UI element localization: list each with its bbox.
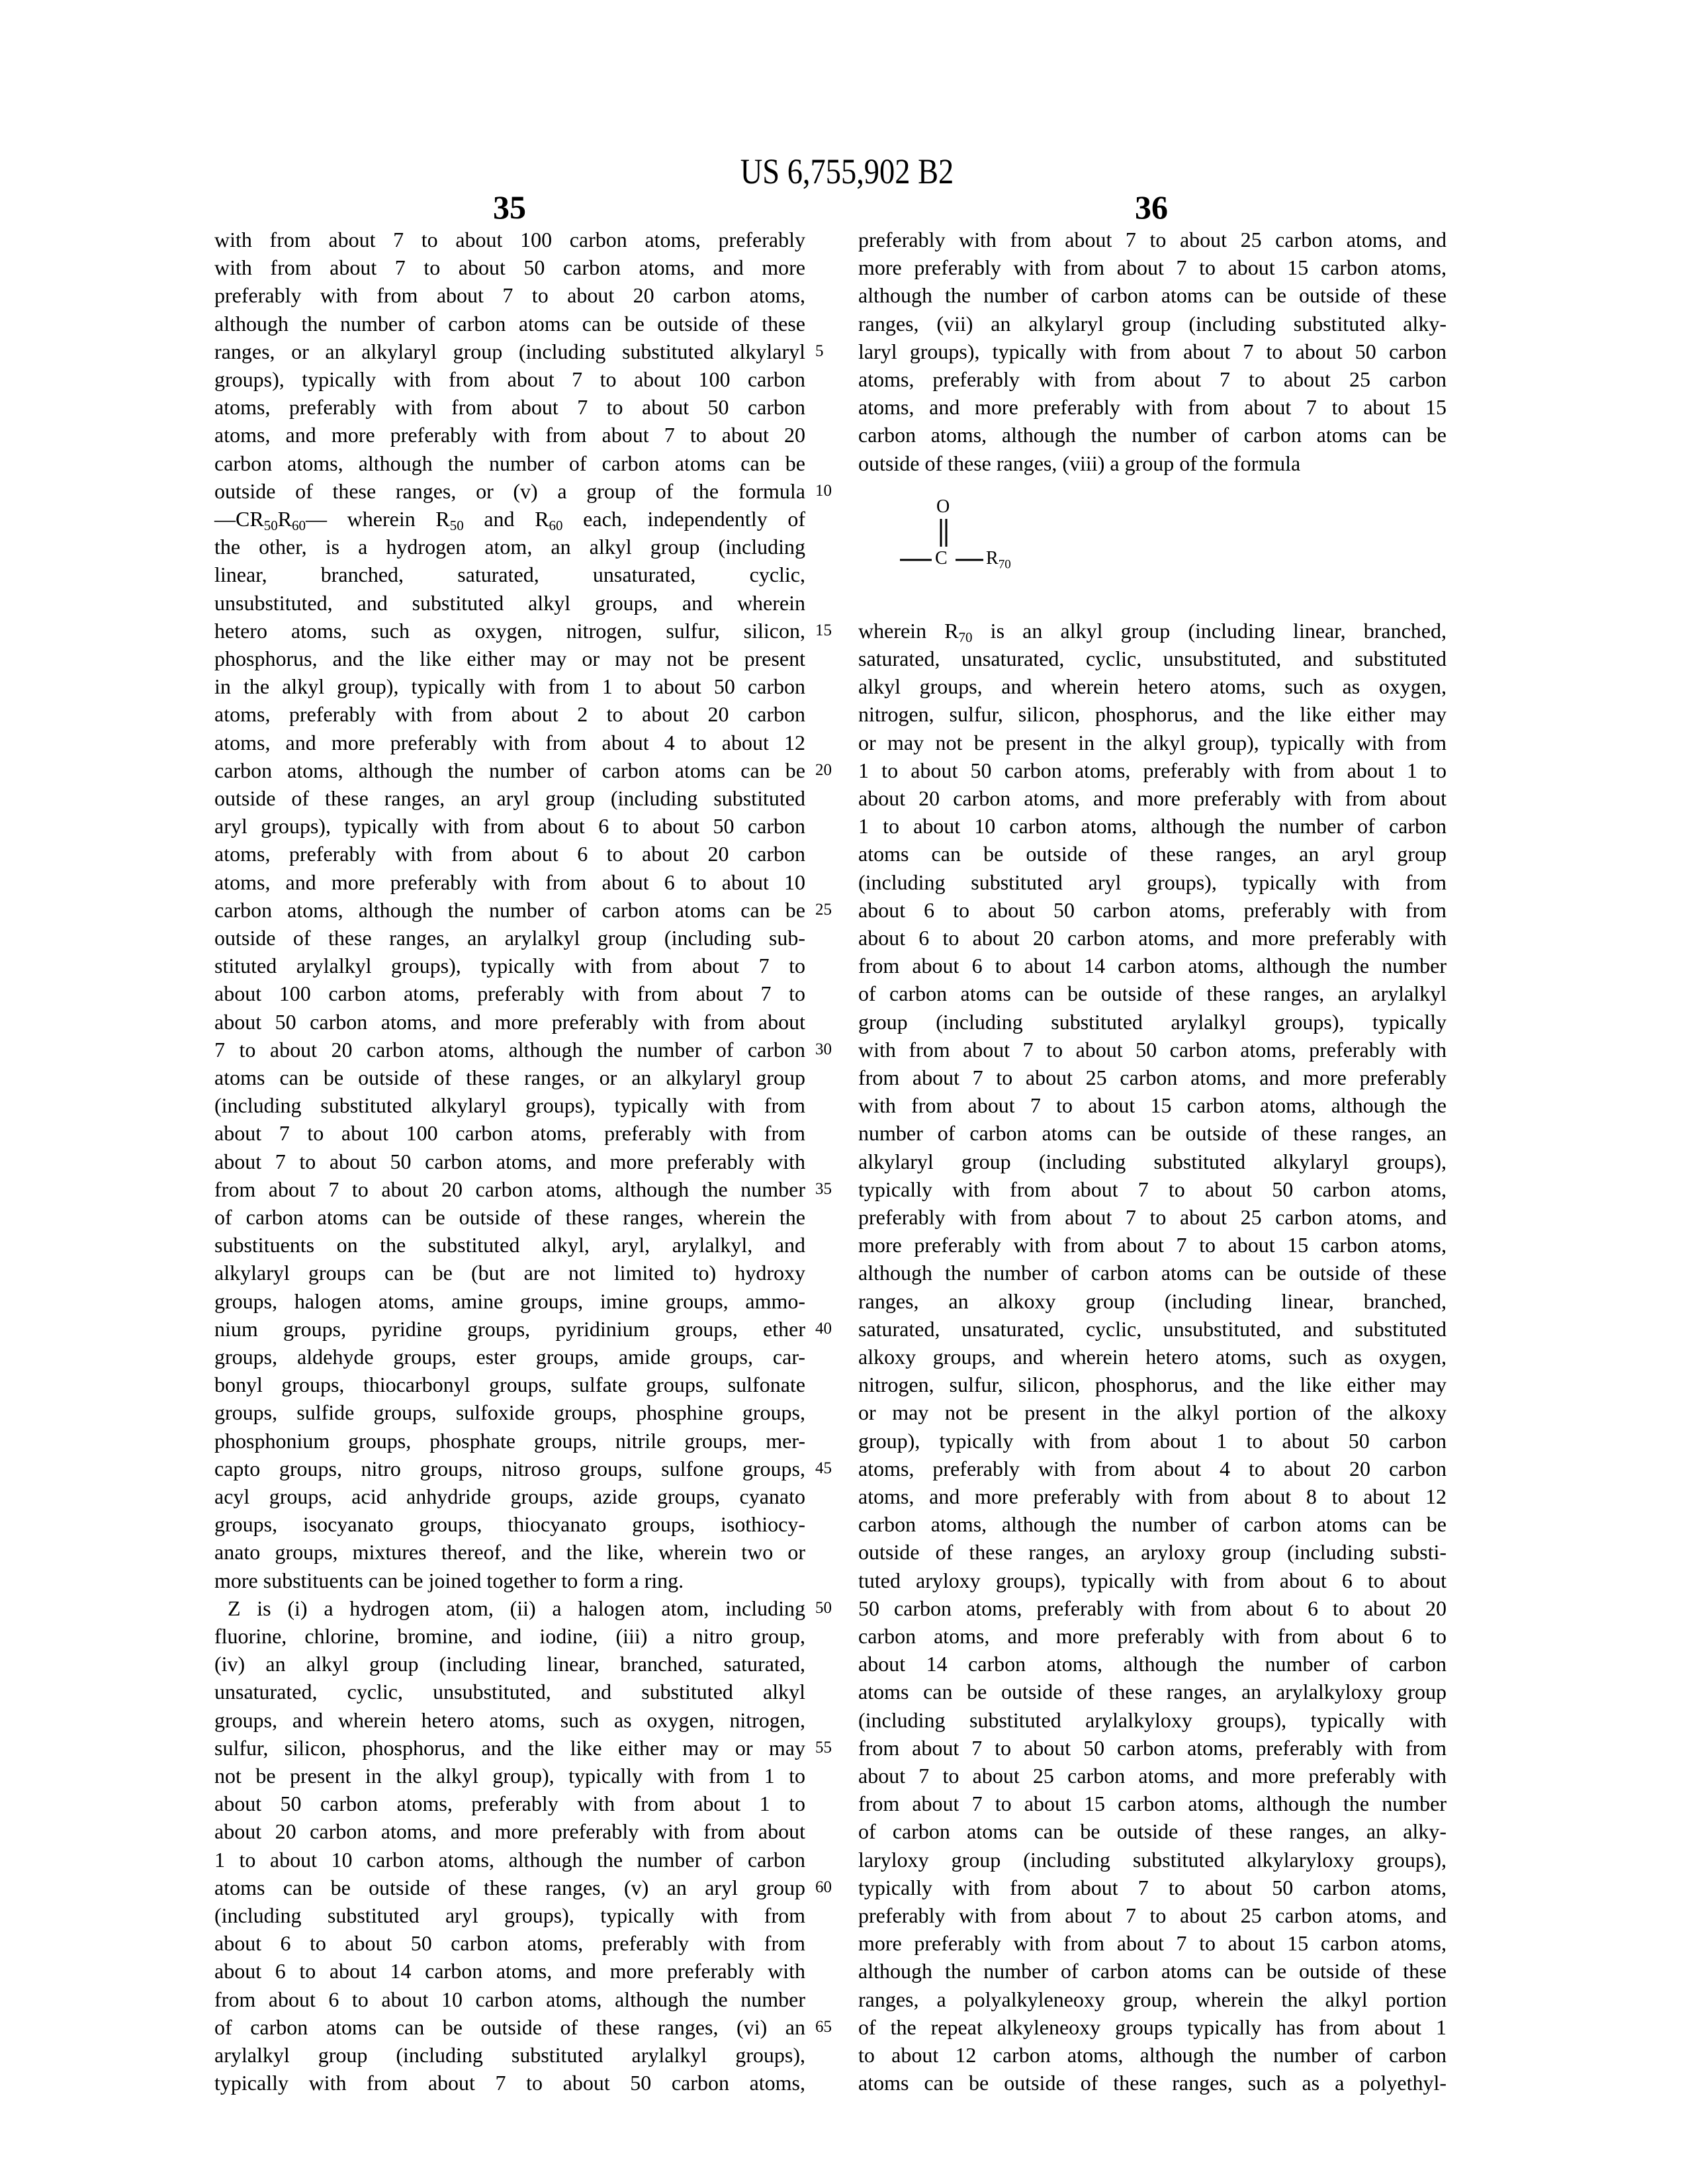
text-line: or may not be present in the alkyl group), typically with from xyxy=(858,729,1447,756)
text-line: (including substituted aryl groups), typically with from xyxy=(858,868,1447,896)
text-line: although the number of carbon atoms can be outside of these xyxy=(858,1259,1447,1287)
text-line: phosphonium groups, phosphate groups, nitrile groups, mer- xyxy=(214,1427,805,1455)
text-line: more preferably with from about 7 to about 15 carbon atoms, xyxy=(858,253,1447,281)
text-line: with from about 7 to about 15 carbon atoms, although the xyxy=(858,1091,1447,1119)
text-line: tuted aryloxy groups), typically with from about 6 to about xyxy=(858,1567,1447,1594)
text-line: ranges, an alkoxy group (including linear, branched, xyxy=(858,1287,1447,1315)
text-line: from about 7 to about 25 carbon atoms, and more preferably xyxy=(858,1064,1447,1091)
text-line: preferably with from about 7 to about 25 carbon atoms, and xyxy=(858,1901,1447,1929)
text-line: groups, aldehyde groups, ester groups, amide groups, car- xyxy=(214,1343,805,1371)
text-line: 7 to about 20 carbon atoms, although the number of carbon xyxy=(214,1036,805,1064)
text-line: with from about 7 to about 50 carbon atoms, preferably with xyxy=(858,1036,1447,1064)
text-line: about 100 carbon atoms, preferably with from about 7 to xyxy=(214,979,805,1007)
text-line: about 7 to about 25 carbon atoms, and more preferably with xyxy=(858,1762,1447,1790)
text-line: ranges, or an alkylaryl group (including substituted alkylaryl xyxy=(214,338,805,365)
text-line: more preferably with from about 7 to about 15 carbon atoms, xyxy=(858,1929,1447,1957)
text-line: fluorine, chlorine, bromine, and iodine, (iii) a nitro group, xyxy=(214,1622,805,1650)
text-line: from about 7 to about 15 carbon atoms, although the number xyxy=(858,1790,1447,1817)
text-line: of carbon atoms can be outside of these ranges, wherein the xyxy=(214,1203,805,1231)
line-number: 5 xyxy=(815,338,848,365)
text-line: substituents on the substituted alkyl, aryl, arylalkyl, and xyxy=(214,1231,805,1259)
text-line: about 7 to about 100 carbon atoms, preferably with from xyxy=(214,1119,805,1147)
text-line: of carbon atoms can be outside of these ranges, an arylalkyl xyxy=(858,979,1447,1007)
formula-r-group xyxy=(986,548,1011,572)
text-line: (iv) an alkyl group (including linear, branched, saturated, xyxy=(214,1650,805,1678)
text-line: carbon atoms, although the number of carbon atoms can be xyxy=(214,896,805,924)
text-line: atoms, and more preferably with from about 8 to about 12 xyxy=(858,1482,1447,1510)
text-line: of carbon atoms can be outside of these ranges, an alky- xyxy=(858,1817,1447,1845)
text-line: 1 to about 10 carbon atoms, although the number of carbon xyxy=(214,1846,805,1874)
text-line: from about 6 to about 14 carbon atoms, although the number xyxy=(858,952,1447,979)
text-line: ranges, (vii) an alkylaryl group (including substituted alky- xyxy=(858,310,1447,338)
text-line: outside of these ranges, an aryl group (including substituted xyxy=(214,784,805,812)
text-line: bonyl groups, thiocarbonyl groups, sulfate groups, sulfonate xyxy=(214,1371,805,1398)
text-line: preferably with from about 7 to about 20 carbon atoms, xyxy=(214,281,805,309)
text-line: carbon atoms, although the number of carbon atoms can be xyxy=(214,449,805,477)
line-number: 30 xyxy=(815,1036,848,1064)
text-line: group (including substituted arylalkyl groups), typically xyxy=(858,1008,1447,1036)
text-line: stituted arylalkyl groups), typically with from about 7 to xyxy=(214,952,805,979)
text-line: groups, sulfide groups, sulfoxide groups, phosphine groups, xyxy=(214,1398,805,1426)
text-line: not be present in the alkyl group), typically with from 1 to xyxy=(214,1762,805,1790)
text-line: typically with from about 7 to about 50 carbon atoms, xyxy=(858,1175,1447,1203)
text-line: with from about 7 to about 50 carbon atoms, and more xyxy=(214,253,805,281)
text-line: carbon atoms, although the number of carbon atoms can be xyxy=(858,421,1447,449)
text-line: of carbon atoms can be outside of these ranges, (vi) an xyxy=(214,2013,805,2041)
carbonyl-formula xyxy=(900,496,1072,576)
text-line: atoms, preferably with from about 4 to about 20 carbon xyxy=(858,1455,1447,1482)
line-number: 50 xyxy=(815,1594,848,1622)
text-line: groups, halogen atoms, amine groups, imine groups, ammo- xyxy=(214,1287,805,1315)
text-line: carbon atoms, and more preferably with from about 6 to xyxy=(858,1622,1447,1650)
text-line: atoms can be outside of these ranges, an aryl group xyxy=(858,840,1447,868)
text-line: about 20 carbon atoms, and more preferably with from about xyxy=(858,784,1447,812)
text-line: about 50 carbon atoms, and more preferably with from about xyxy=(214,1008,805,1036)
text-line: with from about 7 to about 100 carbon atoms, preferably xyxy=(214,226,805,253)
text-line: laryl groups), typically with from about 7 to about 50 carbon xyxy=(858,338,1447,365)
text-line: saturated, unsaturated, cyclic, unsubstituted, and substituted xyxy=(858,645,1447,672)
text-line: from about 7 to about 50 carbon atoms, preferably with from xyxy=(858,1734,1447,1762)
text-line: laryloxy group (including substituted alkylaryloxy groups), xyxy=(858,1846,1447,1874)
text-line: (including substituted alkylaryl groups), typically with from xyxy=(214,1091,805,1119)
text-line: the other, is a hydrogen atom, an alkyl group (including xyxy=(214,533,805,561)
text-line: groups, isocyanato groups, thiocyanato groups, isothiocy- xyxy=(214,1510,805,1538)
text-line: although the number of carbon atoms can be outside of these xyxy=(214,310,805,338)
right-column-number: 36 xyxy=(1085,188,1218,226)
text-line: outside of these ranges, an arylalkyl group (including sub- xyxy=(214,924,805,952)
text-line: atoms, preferably with from about 7 to about 50 carbon xyxy=(214,393,805,421)
text-line: (including substituted aryl groups), typically with from xyxy=(214,1901,805,1929)
text-line: —CR50R60— wherein R50 and R60 each, independently of xyxy=(214,505,805,533)
text-line: (including substituted arylalkyloxy groups), typically with xyxy=(858,1706,1447,1734)
text-line: capto groups, nitro groups, nitroso groups, sulfone groups, xyxy=(214,1455,805,1482)
text-line: phosphorus, and the like either may or may not be present xyxy=(214,645,805,672)
text-line: about 7 to about 50 carbon atoms, and more preferably with xyxy=(214,1148,805,1175)
line-number: 65 xyxy=(815,2013,848,2041)
line-number: 45 xyxy=(815,1455,848,1482)
text-line: ranges, a polyalkyleneoxy group, wherein the alkyl portion xyxy=(858,1985,1447,2013)
text-line: outside of these ranges, (viii) a group of the formula xyxy=(858,449,1447,477)
text-line: arylalkyl group (including substituted arylalkyl groups), xyxy=(214,2041,805,2069)
text-line: more preferably with from about 7 to about 15 carbon atoms, xyxy=(858,1231,1447,1259)
text-line: groups), typically with from about 7 to about 100 carbon xyxy=(214,365,805,393)
line-number: 10 xyxy=(815,477,848,505)
text-line: alkoxy groups, and wherein hetero atoms, such as oxygen, xyxy=(858,1343,1447,1371)
text-line: atoms can be outside of these ranges, an arylalkyloxy group xyxy=(858,1678,1447,1706)
text-line: outside of these ranges, or (v) a group of the formula xyxy=(214,477,805,505)
line-number: 25 xyxy=(815,896,848,924)
text-line: anato groups, mixtures thereof, and the like, wherein two or xyxy=(214,1538,805,1566)
text-line: of the repeat alkyleneoxy groups typically has from about 1 xyxy=(858,2013,1447,2041)
text-line: alkyl groups, and wherein hetero atoms, such as oxygen, xyxy=(858,672,1447,700)
text-line: group), typically with from about 1 to about 50 carbon xyxy=(858,1427,1447,1455)
text-line: 1 to about 10 carbon atoms, although the number of carbon xyxy=(858,812,1447,840)
text-line: carbon atoms, although the number of carbon atoms can be xyxy=(214,756,805,784)
formula-carbon: C xyxy=(935,548,948,569)
text-line: about 14 carbon atoms, although the number of carbon xyxy=(858,1650,1447,1678)
text-line: about 20 carbon atoms, and more preferably with from about xyxy=(214,1817,805,1845)
text-line: preferably with from about 7 to about 25 carbon atoms, and xyxy=(858,1203,1447,1231)
text-line: linear, branched, saturated, unsaturated, cyclic, xyxy=(214,561,805,588)
text-line: unsaturated, cyclic, unsubstituted, and substituted alkyl xyxy=(214,1678,805,1706)
formula-r: R xyxy=(986,548,999,569)
text-line: groups, and wherein hetero atoms, such as oxygen, nitrogen, xyxy=(214,1706,805,1734)
text-line: saturated, unsaturated, cyclic, unsubstituted, and substituted xyxy=(858,1315,1447,1343)
text-line: more substituents can be joined together to form a ring. xyxy=(214,1567,805,1594)
text-line: atoms, preferably with from about 2 to about 20 carbon xyxy=(214,700,805,728)
text-line: typically with from about 7 to about 50 carbon atoms, xyxy=(858,1874,1447,1901)
text-line: atoms, and more preferably with from about 7 to about 15 xyxy=(858,393,1447,421)
text-line: aryl groups), typically with from about 6 to about 50 carbon xyxy=(214,812,805,840)
text-line: carbon atoms, although the number of carbon atoms can be xyxy=(858,1510,1447,1538)
text-line: to about 12 carbon atoms, although the number of carbon xyxy=(858,2041,1447,2069)
text-line: sulfur, silicon, phosphorus, and the like either may or may xyxy=(214,1734,805,1762)
text-line: nitrogen, sulfur, silicon, phosphorus, and the like either may xyxy=(858,700,1447,728)
text-line: about 6 to about 50 carbon atoms, preferably with from xyxy=(214,1929,805,1957)
text-line: from about 7 to about 20 carbon atoms, although the number xyxy=(214,1175,805,1203)
formula-oxygen: O xyxy=(936,496,950,518)
text-line: nitrogen, sulfur, silicon, phosphorus, and the like either may xyxy=(858,1371,1447,1398)
patent-number: US 6,755,902 B2 xyxy=(118,151,1576,192)
text-line: number of carbon atoms can be outside of these ranges, an xyxy=(858,1119,1447,1147)
text-line: about 6 to about 14 carbon atoms, and more preferably with xyxy=(214,1957,805,1985)
left-column-number: 35 xyxy=(443,188,576,226)
text-line: in the alkyl group), typically with from 1 to about 50 carbon xyxy=(214,672,805,700)
line-number: 15 xyxy=(815,617,848,645)
text-line: atoms can be outside of these ranges, (v) an aryl group xyxy=(214,1874,805,1901)
text-line: wherein R70 is an alkyl group (including linear, branched, xyxy=(858,617,1447,645)
text-line: atoms, and more preferably with from about 7 to about 20 xyxy=(214,421,805,449)
text-line: 1 to about 50 carbon atoms, preferably with from about 1 to xyxy=(858,756,1447,784)
text-line: alkylaryl groups can be (but are not limited to) hydroxy xyxy=(214,1259,805,1287)
text-line: acyl groups, acid anhydride groups, azide groups, cyanato xyxy=(214,1482,805,1510)
text-line: Z is (i) a hydrogen atom, (ii) a halogen atom, including xyxy=(228,1594,805,1622)
line-number: 55 xyxy=(815,1734,848,1762)
text-line: unsubstituted, and substituted alkyl groups, and wherein xyxy=(214,589,805,617)
text-line: preferably with from about 7 to about 25 carbon atoms, and xyxy=(858,226,1447,253)
text-line: alkylaryl group (including substituted alkylaryl groups), xyxy=(858,1148,1447,1175)
text-line: atoms, preferably with from about 7 to about 25 carbon xyxy=(858,365,1447,393)
text-line: nium groups, pyridine groups, pyridinium groups, ether xyxy=(214,1315,805,1343)
text-line: atoms, preferably with from about 6 to about 20 carbon xyxy=(214,840,805,868)
text-line: outside of these ranges, an aryloxy group (including substi- xyxy=(858,1538,1447,1566)
text-line: although the number of carbon atoms can be outside of these xyxy=(858,281,1447,309)
text-line: atoms can be outside of these ranges, such as a polyethyl- xyxy=(858,2069,1447,2097)
line-number: 60 xyxy=(815,1874,848,1901)
text-line: typically with from about 7 to about 50 carbon atoms, xyxy=(214,2069,805,2097)
text-line: atoms, and more preferably with from about 6 to about 10 xyxy=(214,868,805,896)
text-line: or may not be present in the alkyl portion of the alkoxy xyxy=(858,1398,1447,1426)
text-line: 50 carbon atoms, preferably with from about 6 to about 20 xyxy=(858,1594,1447,1622)
text-line: atoms, and more preferably with from about 4 to about 12 xyxy=(214,729,805,756)
line-number: 20 xyxy=(815,756,848,784)
line-number: 40 xyxy=(815,1315,848,1343)
text-line: about 6 to about 20 carbon atoms, and more preferably with xyxy=(858,924,1447,952)
formula-r-subscript: 70 xyxy=(999,558,1011,572)
text-line: about 6 to about 50 carbon atoms, preferably with from xyxy=(858,896,1447,924)
text-line: from about 6 to about 10 carbon atoms, although the number xyxy=(214,1985,805,2013)
text-line: atoms can be outside of these ranges, or an alkylaryl group xyxy=(214,1064,805,1091)
line-number: 35 xyxy=(815,1175,848,1203)
text-line: about 50 carbon atoms, preferably with from about 1 to xyxy=(214,1790,805,1817)
text-line: although the number of carbon atoms can be outside of these xyxy=(858,1957,1447,1985)
text-line: hetero atoms, such as oxygen, nitrogen, sulfur, silicon, xyxy=(214,617,805,645)
